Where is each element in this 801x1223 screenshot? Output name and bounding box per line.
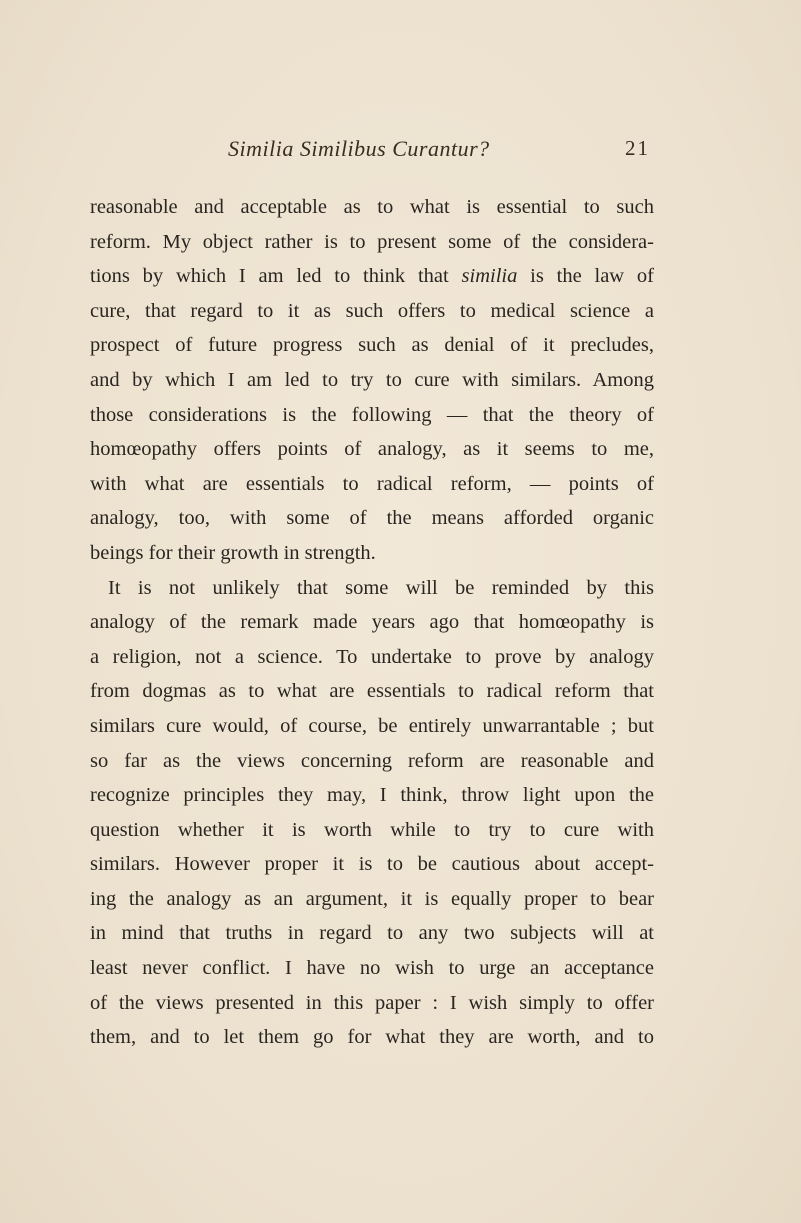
text-line	[90, 951, 654, 986]
text-segment: homœopathy offers points of analogy, as it seems to me,	[90, 438, 654, 461]
text-line	[90, 1020, 654, 1055]
text-line	[90, 847, 654, 882]
page-number: 21	[625, 136, 650, 160]
text-segment: similars cure would, of course, be entirely unwarrantable ; but	[90, 714, 654, 737]
text-segment: in mind that truths in regard to any two subjects will at	[90, 922, 654, 945]
text-line	[90, 605, 654, 640]
text-segment: of the views presented in this paper : I wish simply to offer	[90, 991, 654, 1014]
text-line	[90, 536, 654, 571]
text-line	[90, 674, 654, 709]
text-segment: It is not unlikely that some will be reminded by this	[108, 576, 654, 599]
text-line	[90, 744, 654, 779]
text-line	[90, 225, 654, 260]
text-line	[90, 363, 654, 398]
text-line	[90, 916, 654, 951]
text-line	[90, 294, 654, 329]
text-segment: similars. However proper it is to be cautious about accept-	[90, 853, 654, 876]
body-text	[90, 190, 654, 1055]
text-line	[90, 986, 654, 1021]
text-segment: ing the analogy as an argument, it is equally proper to bear	[90, 887, 654, 910]
text-segment: tions by which I am led to think that	[90, 265, 462, 288]
text-line	[90, 640, 654, 675]
text-segment: recognize principles they may, I think, throw light upon the	[90, 784, 654, 807]
text-line	[90, 398, 654, 433]
text-segment: prospect of future progress such as denial of it precludes,	[90, 334, 654, 357]
text-segment: so far as the views concerning reform are reasonable and	[90, 749, 654, 772]
text-segment: analogy, too, with some of the means afforded organic	[90, 507, 654, 530]
text-segment: least never conflict. I have no wish to urge an acceptance	[90, 957, 654, 980]
text-segment: cure, that regard to it as such offers to medical science a	[90, 299, 654, 322]
text-line	[90, 432, 654, 467]
text-segment: those considerations is the following — that the theory of	[90, 403, 654, 426]
text-segment: them, and to let them go for what they are worth, and to	[90, 1026, 654, 1049]
text-segment: question whether it is worth while to try to cure with	[90, 818, 654, 841]
text-line	[90, 813, 654, 848]
italic-term: similia	[461, 265, 518, 288]
text-line	[90, 328, 654, 363]
text-line	[90, 190, 654, 225]
text-segment: reform. My object rather is to present some of the considera-	[90, 230, 654, 253]
text-line	[90, 882, 654, 917]
text-segment: reasonable and acceptable as to what is essential to such	[90, 196, 654, 218]
text-segment: analogy of the remark made years ago that homœopathy is	[90, 611, 654, 634]
text-line	[90, 571, 654, 606]
text-line	[90, 259, 654, 294]
text-line	[90, 467, 654, 502]
text-segment: is the law of	[517, 265, 654, 288]
running-title: Similia Similibus Curantur?	[228, 136, 490, 161]
text-segment: beings for their growth in strength.	[90, 541, 376, 564]
text-segment: from dogmas as to what are essentials to radical reform that	[90, 680, 654, 703]
text-segment: a religion, not a science. To undertake to prove by analogy	[90, 645, 654, 668]
text-line	[90, 709, 654, 744]
text-segment: and by which I am led to try to cure with similars. Among	[90, 368, 654, 391]
text-line	[90, 778, 654, 813]
text-segment: with what are essentials to radical reform, — points of	[90, 472, 654, 495]
text-line	[90, 501, 654, 536]
running-head	[90, 136, 650, 166]
